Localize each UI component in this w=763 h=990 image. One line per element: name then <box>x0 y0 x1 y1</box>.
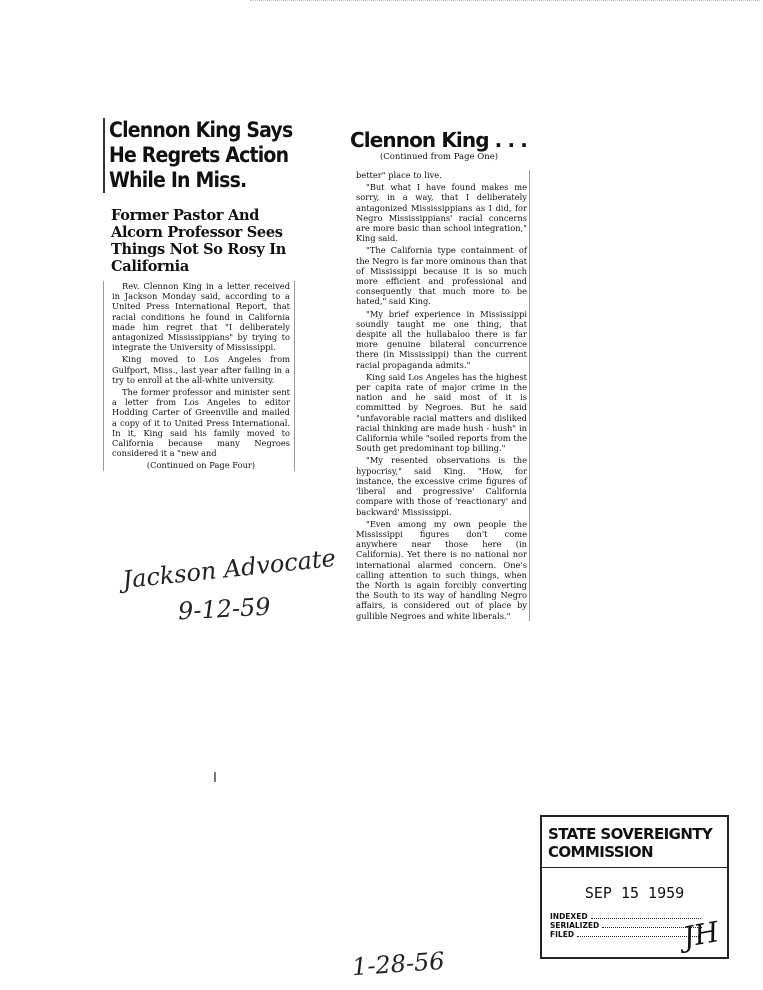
stamp-initials: JH <box>680 915 722 954</box>
commission-stamp <box>540 815 729 959</box>
clipping-headline: Clennon King Says He Regrets Action While In Miss. <box>103 118 295 193</box>
paragraph: "But what I have found makes me sorry, in a way, that I deliberately antagonized Mississippians as I did, for Negro Mississippians' racial concerns are more basic than school integration," King said. <box>356 182 527 244</box>
stamp-filed-label: FILED <box>550 930 575 939</box>
paragraph: King moved to Los Angeles from Gulfport, Miss., last year after failing in a try to enroll at the all-white university. <box>112 354 290 385</box>
stamp-indexed-label: INDEXED <box>550 912 588 921</box>
paragraph: "My resented observations is the hypocrisy," said King. "How, for instance, the excessive crime figures of 'liberal and progressive' California compare with those of 'reactionary' and backward' Mississippi. <box>356 455 527 517</box>
stamp-serialized-label: SERIALIZED <box>550 921 600 930</box>
continuation-body <box>348 170 530 621</box>
handwritten-file-number: 1-28-56 <box>351 946 446 982</box>
stamp-title: STATE SOVEREIGNTY COMMISSION <box>542 817 727 868</box>
paragraph: The former professor and minister sent a letter from Los Angeles to editor Hodding Carter of Greenville and mailed a copy of it to United Press International. In it, King said his family moved to California because many Negroes considered it a "new and <box>112 387 290 459</box>
top-edge-dots <box>250 0 760 3</box>
paragraph: "Even among my own people the Mississippi figures don't come anywhere near those here (in California). Yet there is no national nor international alarmed concern. One's calling attention to such things, when the North is again forcibly converting the South to its way of handling Negro affairs, is considered out of place by gullible Negroes and white liberals." <box>356 518 527 621</box>
clipping-deck: Former Pastor And Alcorn Professor Sees Things Not So Rosy In California <box>111 207 286 275</box>
clipping-body <box>103 281 295 471</box>
paragraph: Rev. Clennon King in a letter received in Jackson Monday said, according to a United Press International Report, that racial conditions he found in California made him regret that "I deliberately antagonized Mississippians" by trying to integrate the University of Mississippi. <box>112 281 290 353</box>
continued-note: (Continued on Page Four) <box>146 460 256 471</box>
handwritten-source: Jackson Advocate <box>121 543 337 595</box>
paragraph: King said Los Angeles has the highest per capita rate of major crime in the nation and he said most of it is committed by Negroes. But he said "unfavorable racial matters and disliked racial thinking are made hush - hush" in California while "soiled reports from the South get predominant top billing." <box>356 371 527 454</box>
paragraph: "My brief experience in Mississippi soundly taught me one thing, that despite all the hullabaloo there is far more genuine bilateral concurrence there (in Mississippi) than the current racial propaganda admits." <box>356 308 527 370</box>
stamp-date: SEP 15 1959 <box>584 884 685 902</box>
paragraph: better" place to live. <box>356 170 442 180</box>
handwritten-date: 9-12-59 <box>177 592 272 626</box>
clipping-left <box>103 118 295 471</box>
continued-from-note: (Continued from Page One) <box>379 152 499 162</box>
pencil-mark <box>214 772 216 782</box>
continuation-headline: Clennon King . . . <box>350 128 527 152</box>
clipping-right <box>348 128 530 623</box>
paragraph: "The California type containment of the Negro is far more ominous than that of Mississippi because it is so much more efficient and professional and consequently that much more to be hated," said King. <box>356 245 527 307</box>
